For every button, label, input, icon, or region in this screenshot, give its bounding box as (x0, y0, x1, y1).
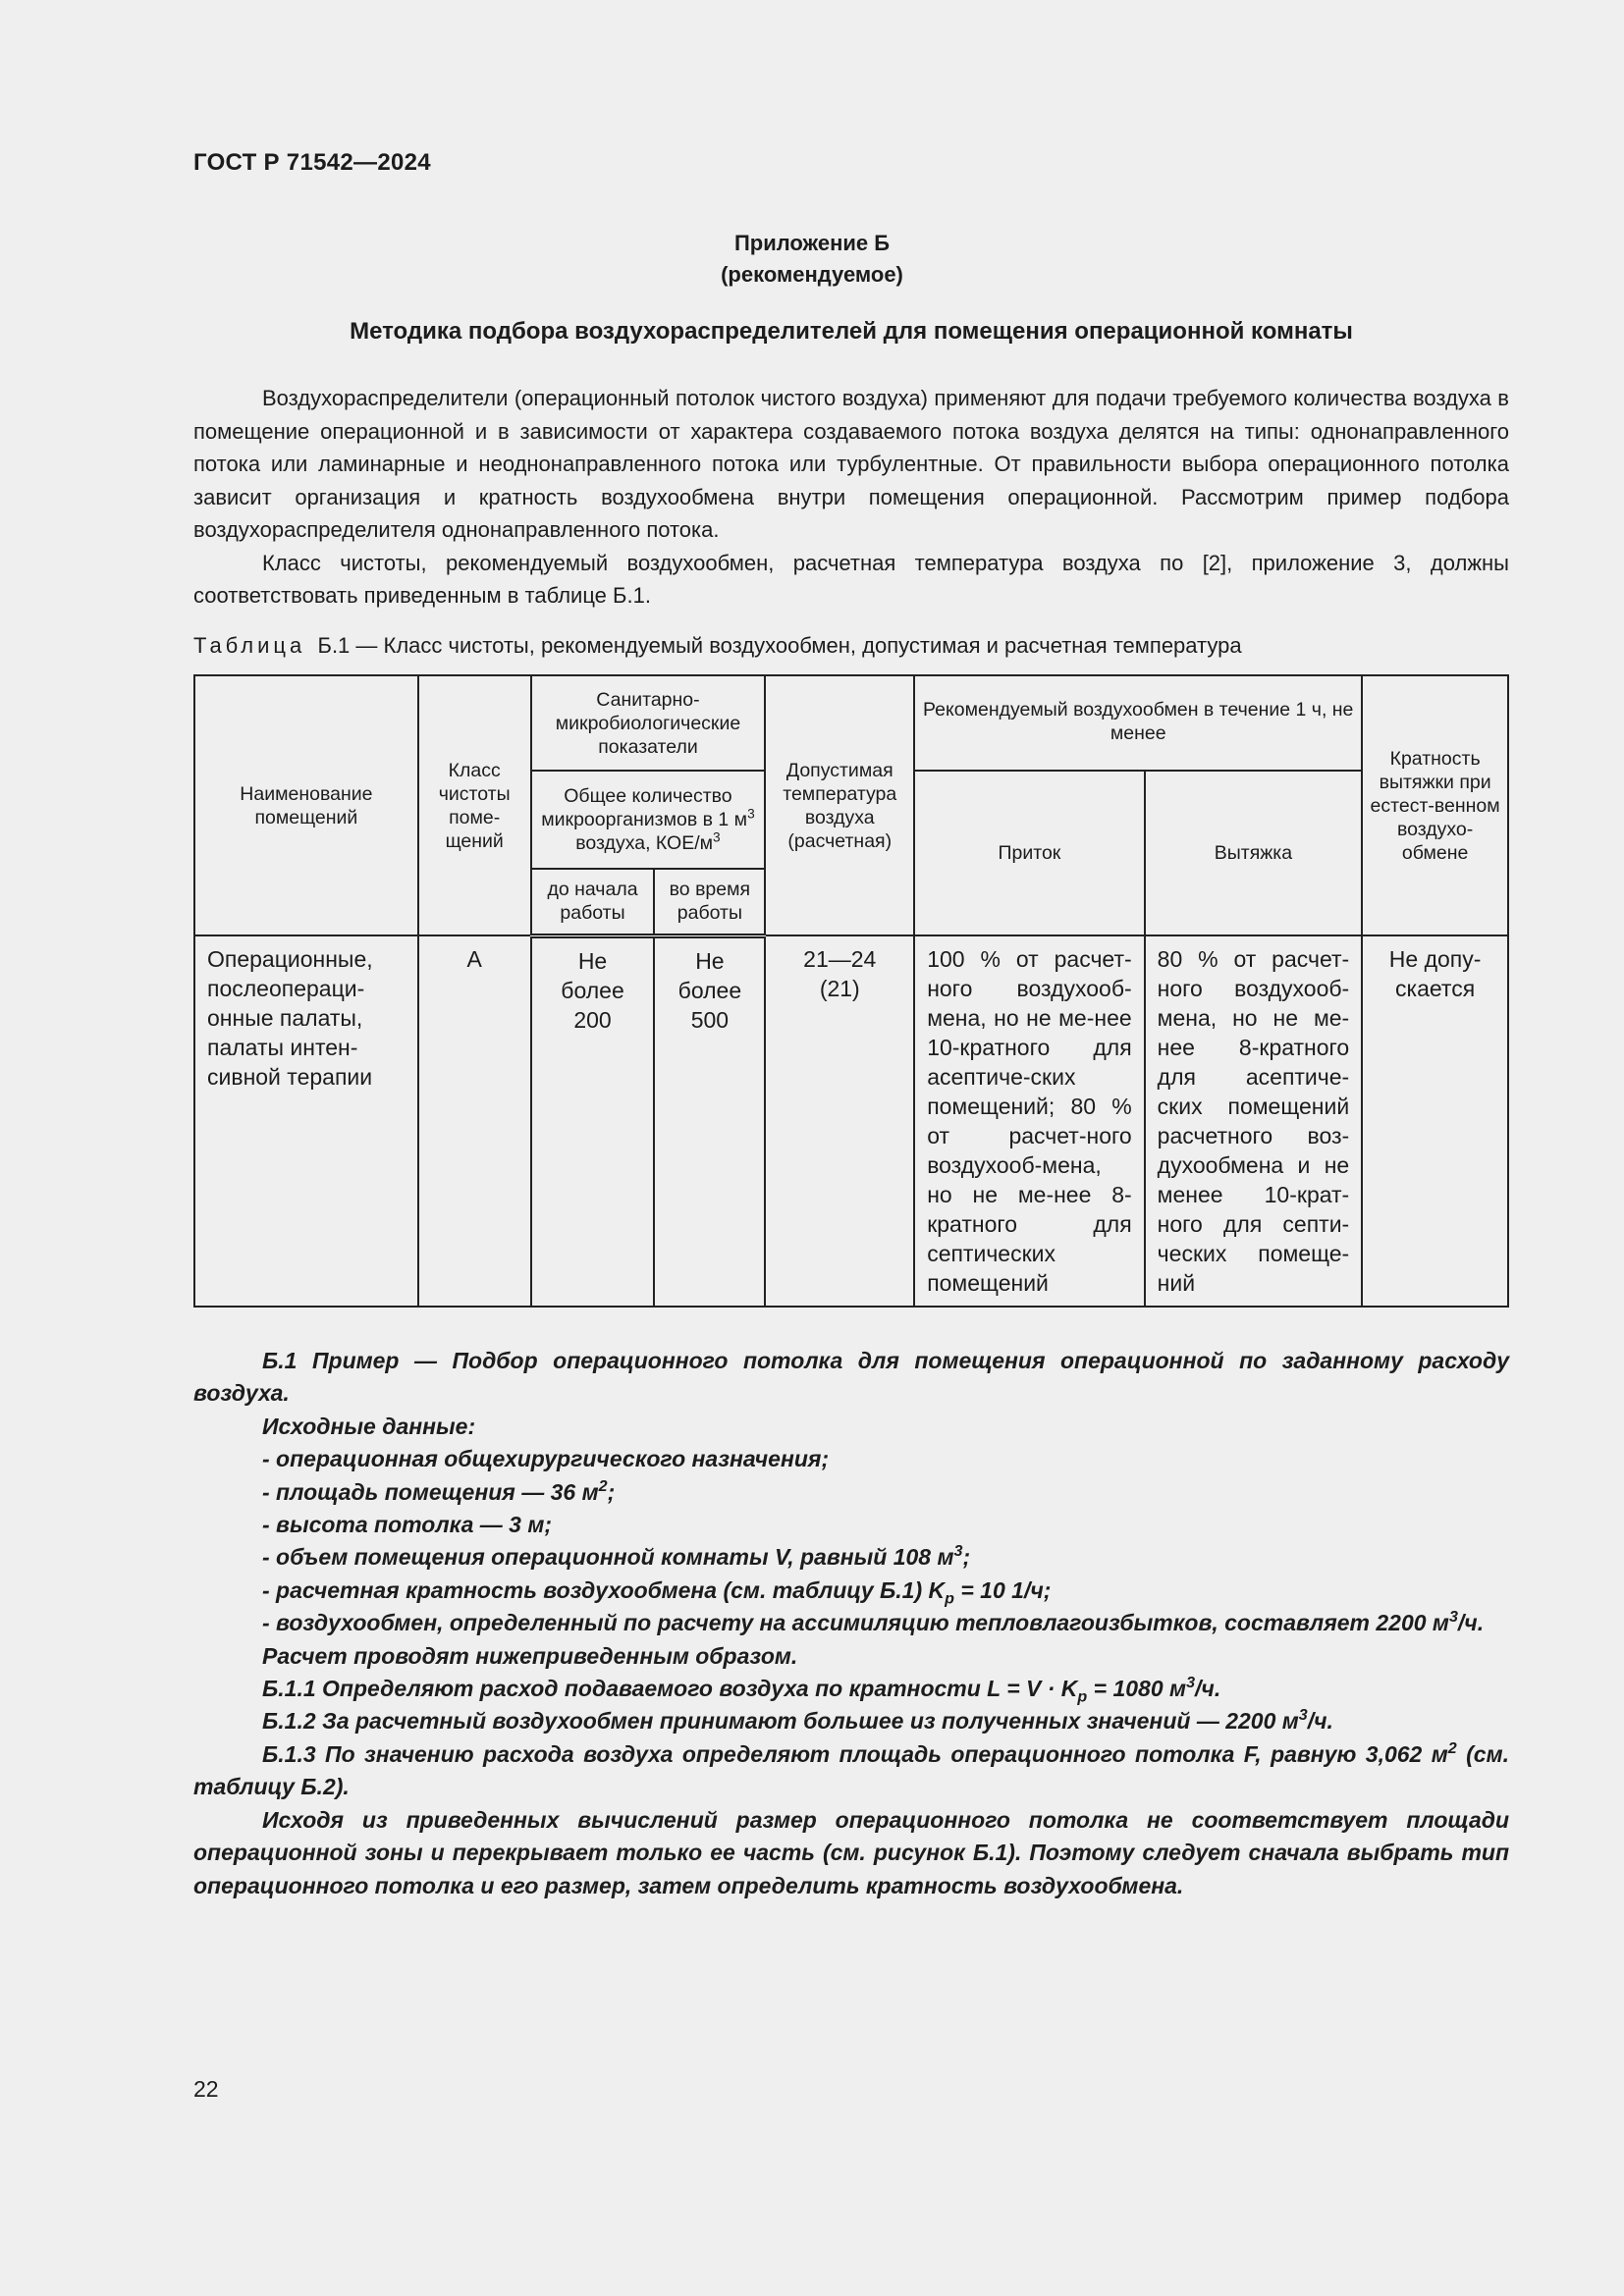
cell-during: Не более 500 (654, 935, 765, 1307)
appendix-heading (0, 228, 1624, 291)
header-room: Наименование помещений (194, 675, 418, 935)
header-air-exchange: Рекомендуемый воздухообмен в течение 1 ч, не менее (914, 675, 1362, 771)
cell-temperature: 21—24 (21) (765, 935, 914, 1307)
example-section (193, 1345, 1509, 1902)
appendix-title: Приложение Б (733, 231, 891, 255)
cell-natural-exhaust: Не допу-скается (1362, 935, 1508, 1307)
source-data-label: Исходные данные: (262, 1413, 476, 1439)
page-number: 22 (193, 2076, 219, 2102)
list-item: - операционная общехирургического назначения; (262, 1446, 830, 1472)
step-2: Б.1.2 За расчетный воздухообмен принимают большее из полученных значений — 2200 $м^3/ч$. (262, 1706, 1333, 1735)
cleanliness-table (193, 674, 1509, 1308)
header-temperature: Допустимая температура воздуха (расчетная) (765, 675, 914, 935)
table-caption (193, 633, 1242, 659)
cell-exhaust: 80 % от расчет-ного воздухооб-мена, но не ме-нее 8-кратного для асептиче-ских помещений расчетного воз-духообмена и не менее 10-крат-ного для септи-ческих помеще-ний (1145, 935, 1363, 1307)
header-natural-exhaust: Кратность вытяжки при естест-венном воздухо-обмене (1362, 675, 1508, 935)
conclusion: Исходя из приведенных вычислений размер операционного потолка не соответствует площади операционной зоны и перекрывает только ее часть (см. рисунок Б.1). Поэтому следует сначала выбрать тип операционного потолка и его размер, затем определить кратность воздухообмена. (193, 1806, 1509, 1898)
header-before-work: до начала работы (531, 869, 655, 935)
table-caption-text: Б.1 — Класс чистоты, рекомендуемый воздухообмен, допустимая и расчетная температура (317, 633, 1242, 658)
header-class: Класс чистоты поме-щений (418, 675, 531, 935)
appendix-status: (рекомендуемое) (721, 262, 903, 287)
intro-text (193, 382, 1509, 613)
cell-room: Операционные, послеопераци-онные палаты, палаты интен-сивной терапии (194, 935, 418, 1307)
step-1: Б.1.1 Определяют расход подаваемого воздуха по кратности $L = V \cdot K_p = 1080$ $м^3/ч$. (262, 1674, 1221, 1706)
document-code: ГОСТ Р 71542—2024 (193, 149, 431, 176)
table-caption-label: Таблица (193, 633, 306, 658)
header-supply: Приток (914, 771, 1144, 935)
header-microbes: Общее количество микроорганизмов в 1 $м^3$ воздуха, КОЕ/$м^3$ (531, 771, 766, 869)
step-3: Б.1.3 По значению расхода воздуха определяют площадь операционного потолка F, равную 3,062 $м^2$ (см. таблицу Б.2). (193, 1739, 1509, 1800)
list-item: - расчетная кратность воздухообмена (см. таблицу Б.1) $K_p = 10$ 1/ч; (262, 1576, 1052, 1608)
list-item: - высота потолка — 3 м; (262, 1512, 553, 1538)
header-during-work: во время работы (654, 869, 765, 935)
list-item: - воздухообмен, определенный по расчету на ассимиляцию тепловлагоизбытков, составляет 2200 $м^3/ч$. (262, 1608, 1485, 1636)
cell-class: А (418, 935, 531, 1307)
intro-paragraph: Воздухораспределители (операционный потолок чистого воздуха) применяют для подачи требуемого количества воздуха в помещение операционной и в зависимости от характера создаваемого потока воздуха делятся на типы: однонаправленного потока или ламинарные и неоднонаправленного потока или турбулентные. От правильности выбора операционного потолка зависит организация и кратность воздухообмена внутри помещения операционной. Рассмотрим пример подбора воздухораспределителя однонаправленного потока. (193, 386, 1509, 542)
list-item: - площадь помещения — 36 $м^2$; (262, 1476, 616, 1505)
header-sanitary: Санитарно-микробиологические показатели (531, 675, 766, 771)
intro-paragraph: Класс чистоты, рекомендуемый воздухообмен, расчетная температура воздуха по [2], приложение 3, должны соответствовать приведенным в таблице Б.1. (193, 550, 1509, 608)
cell-before: Не более 200 (531, 935, 655, 1307)
table-row (194, 935, 1508, 1307)
section-title: Методика подбора воздухораспределителей для помещения операционной комнаты (350, 318, 1353, 345)
cell-supply: 100 % от расчет-ного воздухооб-мена, но не ме-нее 10-кратного для асептиче-ских помещений; 80 % от расчет-ного воздухооб-мена, но не ме-нее 8-кратного для септических помещений (914, 935, 1144, 1307)
header-exhaust: Вытяжка (1145, 771, 1363, 935)
example-title: Б.1 Пример — Подбор операционного потолка для помещения операционной по заданному расходу воздуха. (193, 1348, 1509, 1407)
list-item: - объем помещения операционной комнаты V, равный 108 $м^3$; (262, 1542, 971, 1571)
calc-label: Расчет проводят нижеприведенным образом. (262, 1642, 798, 1669)
